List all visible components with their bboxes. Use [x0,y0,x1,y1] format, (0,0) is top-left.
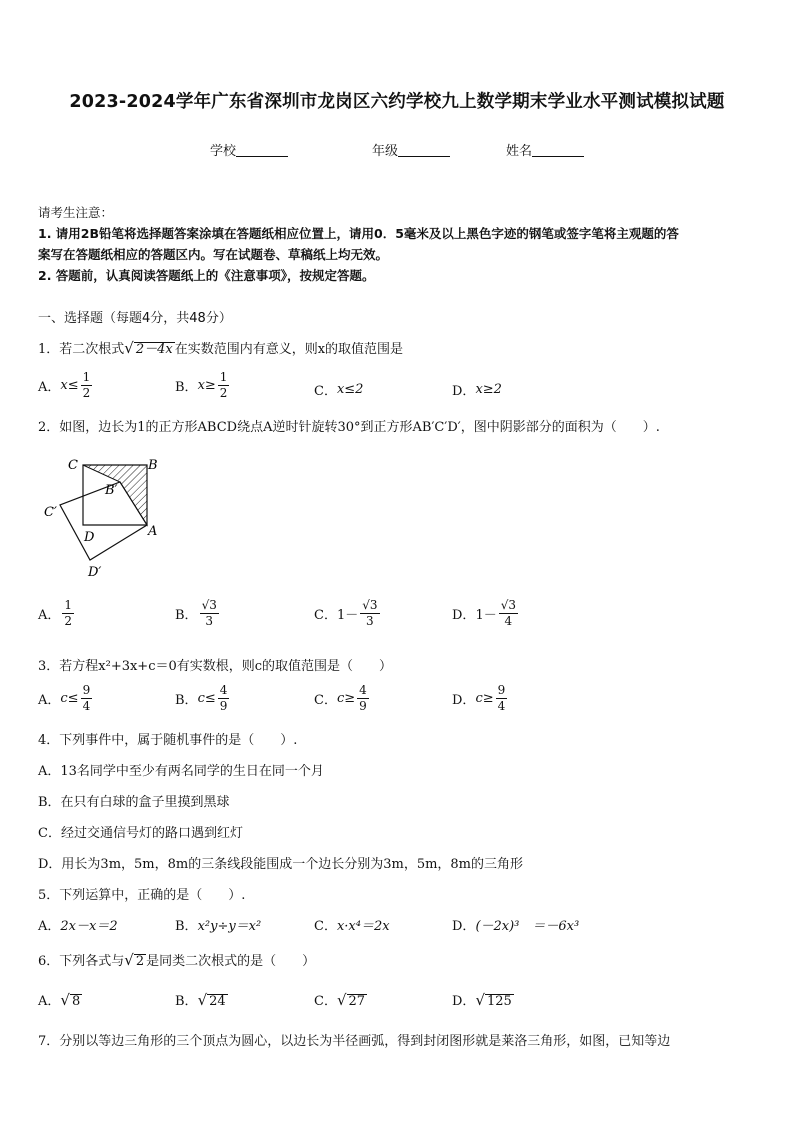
name-label: 姓名 [506,144,533,159]
numerator: 9 [497,683,506,697]
notice-line-1: 1. 请用2B铅笔将选择题答案涂填在答题纸相应位置上，请用0．5毫米及以上黑色字迹的钢笔或签字笔将主观题的答 [38,226,679,241]
option-label: B． [175,608,198,623]
label-d: D [84,530,95,545]
denominator: 4 [82,699,91,713]
radicand: 24 [209,993,226,1009]
q2-option-b[interactable] [175,598,221,629]
numerator: √3 [201,598,217,612]
numerator: √3 [500,598,516,612]
option-label: A． [38,994,61,1009]
q1-option-c[interactable] [314,380,363,399]
option-label: A． [38,919,61,934]
option-label: B． [175,919,198,934]
label-c: C [68,458,78,473]
q5-option-b[interactable] [175,915,261,934]
q3-option-d[interactable] [452,683,509,714]
q2-option-d[interactable] [452,598,520,629]
notice-line-3: 2. 答题前，认真阅读答题纸上的《注意事项》，按规定答题。 [38,268,375,283]
option-label: C． [314,608,337,623]
notice-line-2: 案写在答题纸相应的答题区内。写在试题卷、草稿纸上均无效。 [38,247,389,262]
label-a: A [148,524,158,539]
option-label: D． [452,608,476,623]
option-label: C． [314,919,337,934]
numerator: 1 [82,370,91,384]
option-label: C． [314,693,337,708]
q1-post: 在实数范围内有意义，则x的取值范围是 [174,342,404,357]
q3-option-a[interactable] [38,683,94,714]
fraction [62,598,74,629]
question-2: 2．如图，边长为1的正方形ABCD绕点A逆时针旋转30°到正方形AB′C′D′，图中阴影部分的面积为（ ）. [38,420,660,435]
option-label: A． [38,380,61,395]
radical: √ 24 [197,990,226,1009]
grade-blank[interactable] [398,143,450,157]
option-label: C． [314,384,337,399]
radicand: 8 [71,993,81,1009]
option-label: D． [452,919,476,934]
question-5: 5．下列运算中，正确的是（ ）. [38,888,246,903]
q1-option-b[interactable] [175,370,231,401]
radicand: 125 [487,993,512,1009]
option-label: A． [38,693,61,708]
fraction [360,598,379,629]
option-relation: c≤ [197,691,216,706]
denominator: 9 [359,699,367,713]
numerator: 4 [359,683,367,697]
option-label: D． [452,693,476,708]
option-label: B． [175,380,198,395]
numerator: 4 [219,683,228,697]
fraction [357,683,369,714]
name-blank[interactable] [532,143,584,157]
school-blank[interactable] [236,143,288,157]
fraction [200,598,219,629]
denominator: 3 [205,614,214,628]
denominator: 2 [82,386,91,400]
label-c-prime: C′ [44,505,57,520]
grade-label: 年级 [372,144,399,159]
option-label: D． [452,384,476,399]
denominator: 4 [497,699,506,713]
option-text: x²y÷y＝x² [197,919,262,934]
option-label: B． [175,994,198,1009]
school-label: 学校 [210,144,237,159]
q6-option-b[interactable] [175,990,228,1009]
option-text: 2x－x＝2 [60,919,118,934]
q1-option-d[interactable] [452,380,502,399]
q1-option-a[interactable] [38,370,94,401]
q3-option-b[interactable] [175,683,231,714]
q2-option-a[interactable] [38,598,76,629]
radical: √ 27 [336,990,366,1009]
radical: √ 125 [475,990,512,1009]
denominator: 3 [366,614,374,628]
q4-option-c[interactable]: C．经过交通信号灯的路口遇到红灯 [38,826,243,841]
rotated-square-figure [40,452,170,584]
question-6 [38,950,315,969]
option-relation: x≤ [60,378,79,393]
name-field [506,140,584,159]
label-d-prime: D′ [88,565,102,580]
option-prefix: 1－ [336,608,359,623]
q5-option-a[interactable] [38,915,118,934]
radicand: 27 [348,993,366,1009]
question-3: 3．若方程x²+3x+c＝0有实数根，则c的取值范围是（ ） [38,659,393,674]
q6-post: 是同类二次根式的是（ ） [146,954,316,969]
numerator: 9 [82,683,91,697]
q6-pre: 6．下列各式与 [38,954,125,969]
school-field [210,140,288,159]
q5-option-c[interactable] [314,915,390,934]
radical: √ 8 [60,990,81,1009]
fraction [496,683,508,714]
q6-option-c[interactable] [314,990,367,1009]
label-b-prime: B′ [105,483,118,498]
q5-option-d[interactable] [452,915,579,934]
q6-option-d[interactable] [452,990,514,1009]
denominator: 2 [219,386,228,400]
numerator: √3 [362,598,378,612]
fraction [499,598,518,629]
fraction [81,370,93,401]
denominator: 2 [64,614,73,628]
q2-option-c[interactable] [314,598,382,629]
option-label: B． [175,693,198,708]
numerator: 1 [219,370,228,384]
option-relation: c≥ [336,691,356,706]
q6-radicand: 2 [135,953,145,969]
q1-radicand: 2－4x [135,341,173,357]
section-title: 一、选择题（每题4分，共48分） [38,311,232,326]
grade-field [372,140,450,159]
option-relation: c≤ [60,691,79,706]
q4-option-d[interactable]: D．用长为3m，5m，8m的三条线段能围成一个边长分别为3m，5m，8m的三角形 [38,857,524,872]
option-label: C． [314,994,337,1009]
denominator: 9 [219,699,228,713]
fraction [218,370,230,401]
question-1 [38,338,403,357]
q1-radical: √ 2－4x [124,338,173,357]
question-4: 4．下列事件中，属于随机事件的是（ ）. [38,733,298,748]
fraction [81,683,93,714]
numerator: 1 [64,598,73,612]
option-prefix: 1－ [475,608,497,623]
option-label: A． [38,608,61,623]
option-label: D． [452,994,476,1009]
question-7: 7．分别以等边三角形的三个顶点为圆心，以边长为半径画弧，得到封闭图形就是莱洛三角形，如图，已知等边 [38,1034,671,1049]
q6-radical: √ 2 [124,950,145,969]
denominator: 4 [504,614,513,628]
q4-option-a[interactable]: A．13名同学中至少有两名同学的生日在同一个月 [38,764,324,779]
q6-option-a[interactable] [38,990,82,1009]
exam-title: 2023-2024学年广东省深圳市龙岗区六约学校九上数学期末学业水平测试模拟试题 [69,92,725,112]
option-relation: c≥ [475,691,494,706]
fraction [218,683,230,714]
q4-option-b[interactable]: B．在只有白球的盒子里摸到黑球 [38,795,230,810]
q3-option-c[interactable] [314,683,371,714]
q1-pre: 1．若二次根式 [38,342,125,357]
option-relation: x≥ [197,378,216,393]
option-text: (－2x)³ ＝－6x³ [475,919,580,934]
notice-header: 请考生注意： [38,205,114,220]
option-text: x≤2 [336,382,364,397]
label-b: B [148,458,158,473]
option-text: x≥2 [475,382,502,397]
option-text: x·x⁴＝2x [336,919,390,934]
